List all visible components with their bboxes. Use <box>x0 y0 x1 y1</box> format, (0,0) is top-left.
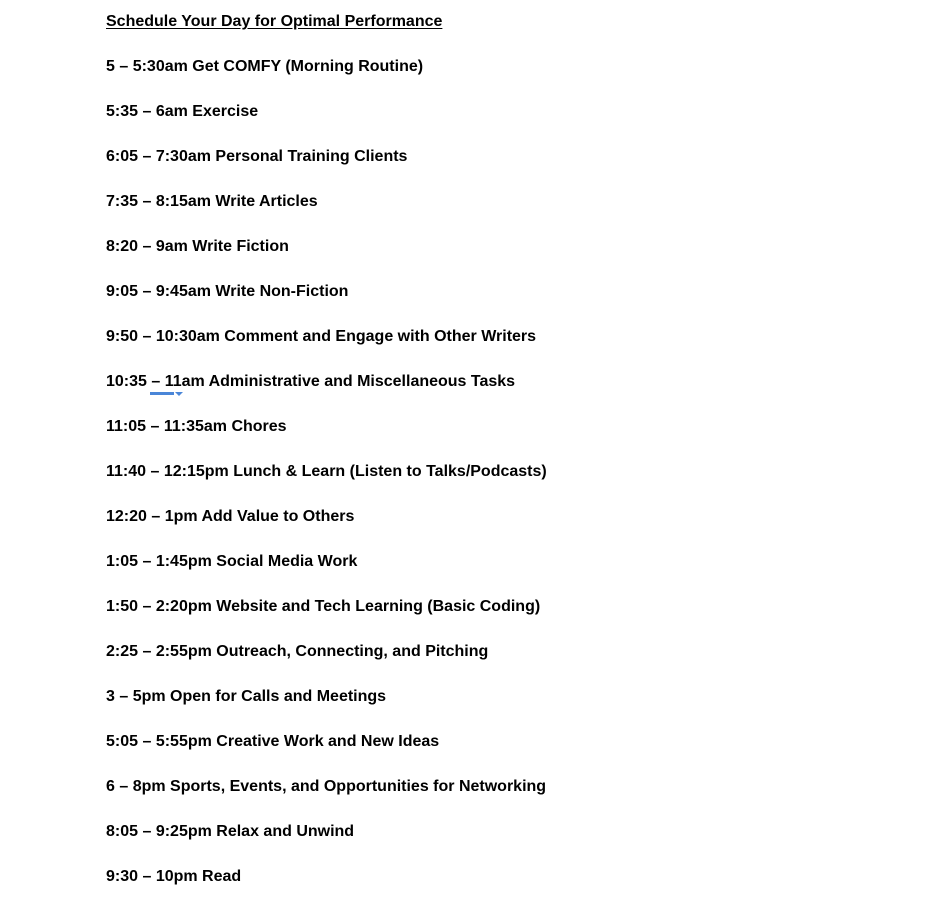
schedule-item: 5 – 5:30am Get COMFY (Morning Routine) <box>106 58 424 75</box>
document-title: Schedule Your Day for Optimal Performance <box>106 13 443 30</box>
schedule-item: 5:35 – 6am Exercise <box>106 103 259 120</box>
schedule-item: 9:50 – 10:30am Comment and Engage with Other Writers <box>106 328 537 345</box>
schedule-item: 6 – 8pm Sports, Events, and Opportunities for Networking <box>106 778 547 795</box>
schedule-item: 3 – 5pm Open for Calls and Meetings <box>106 688 387 705</box>
schedule-item: 7:35 – 8:15am Write Articles <box>106 193 318 210</box>
schedule-item: 6:05 – 7:30am Personal Training Clients <box>106 148 408 165</box>
schedule-list <box>106 57 547 912</box>
schedule-item: 12:20 – 1pm Add Value to Others <box>106 508 355 525</box>
schedule-item: 10:35 – 11am Administrative and Miscellaneous Tasks <box>106 373 516 390</box>
schedule-item: 1:05 – 1:45pm Social Media Work <box>106 553 358 570</box>
schedule-item: 8:05 – 9:25pm Relax and Unwind <box>106 823 355 840</box>
schedule-item: 5:05 – 5:55pm Creative Work and New Ideas <box>106 733 440 750</box>
schedule-item: 11:40 – 12:15pm Lunch & Learn (Listen to Talks/Podcasts) <box>106 463 547 480</box>
schedule-item: 2:25 – 2:55pm Outreach, Connecting, and Pitching <box>106 643 489 660</box>
autocorrect-options-icon[interactable] <box>150 391 184 397</box>
autocorrect-underline <box>150 392 174 395</box>
schedule-item: 9:30 – 10pm Read <box>106 868 242 885</box>
schedule-item: 8:20 – 9am Write Fiction <box>106 238 289 255</box>
schedule-item: 9:05 – 9:45am Write Non-Fiction <box>106 283 349 300</box>
schedule-item: 1:50 – 2:20pm Website and Tech Learning (Basic Coding) <box>106 598 541 615</box>
schedule-item: 11:05 – 11:35am Chores <box>106 418 287 435</box>
chevron-down-icon <box>175 392 183 396</box>
